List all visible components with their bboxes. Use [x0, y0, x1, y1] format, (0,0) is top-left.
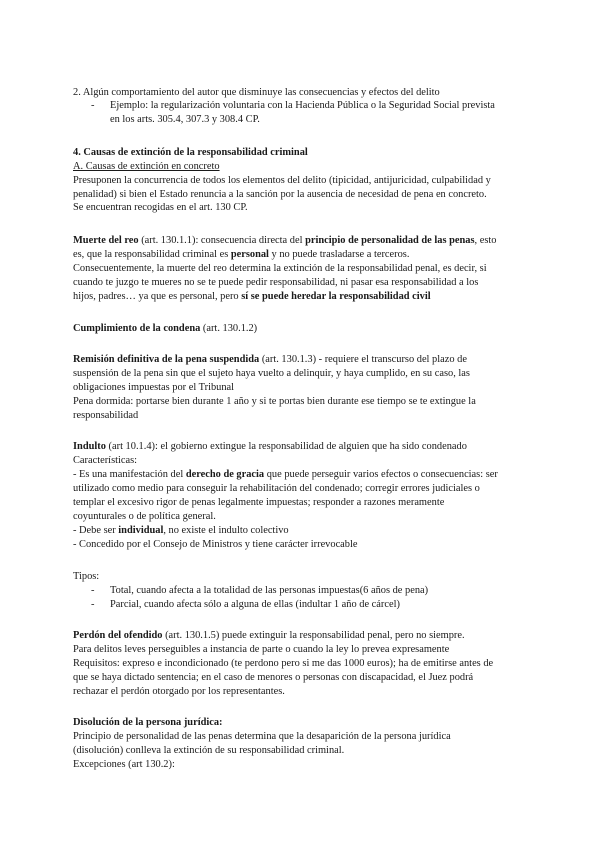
bullet-dash: -: [91, 599, 95, 610]
example-line-2: en los arts. 305.4, 307.3 y 308.4 CP.: [110, 114, 260, 125]
perdon-line-4: que se haya dictado sentencia; en el caso de menores o personas con discapacidad, el Juez podrá: [73, 672, 474, 683]
bullet-dash: -: [91, 585, 95, 596]
perdon-line-5: rechazar el perdón otorgado por los representantes.: [73, 686, 285, 697]
remision-line-1: Remisión definitiva de la pena suspendida (art. 130.1.3) - requiere el transcurso del plazo de: [73, 354, 467, 365]
indulto-line-6: coyunturales o de política general.: [73, 511, 216, 522]
tipo-parcial: Parcial, cuando afecta sólo a alguna de ellas (indultar 1 año de cárcel): [110, 599, 400, 610]
bullet-dash: -: [91, 100, 95, 111]
perdon-line-3: Requisitos: expreso e incondicionado (te perdono pero si me das 1000 euros); ha de emitirse antes de: [73, 658, 494, 669]
indulto-line-1: Indulto (art 10.1.4): el gobierno extingue la responsabilidad de alguien que ha sido condenado: [73, 441, 467, 452]
perdon-line-2: Para delitos leves perseguibles a instancia de parte o cuando la ley lo prevea expresamente: [73, 644, 450, 655]
indulto-line-3: - Es una manifestación del derecho de gracia que puede perseguir varios efectos o consecuencias: ser: [73, 469, 498, 480]
item-2: 2. Algún comportamiento del autor que disminuye las consecuencias y efectos del delito: [73, 87, 440, 98]
example-line-1: Ejemplo: la regularización voluntaria con la Hacienda Pública o la Seguridad Social prevista: [110, 100, 495, 111]
tipos-label: Tipos:: [73, 571, 100, 582]
intro-line-2: penalidad) si bien el Estado renuncia a la sanción por la ausencia de necesidad de pena en concreto.: [73, 189, 487, 200]
remision-line-4: Pena dormida: portarse bien durante 1 año y si te portas bien durante ese tiempo se te extingue la: [73, 396, 476, 407]
intro-line-3: Se encuentran recogidas en el art. 130 CP.: [73, 202, 248, 213]
indulto-line-7: - Debe ser individual, no existe el indulto colectivo: [73, 525, 289, 536]
perdon-line-1: Perdón del ofendido (art. 130.1.5) puede extinguir la responsabilidad penal, pero no siempre.: [73, 630, 465, 641]
disolucion-line-1: Principio de personalidad de las penas determina que la desaparición de la persona jurídica: [73, 731, 451, 742]
remision-line-2: suspensión de la pena sin que el sujeto haya vuelto a delinquir, y haya cumplido, en su caso, las: [73, 368, 470, 379]
muerte-line-3: Consecuentemente, la muerte del reo determina la extinción de la responsabilidad penal, es decir, si: [73, 263, 487, 274]
remision-line-3: obligaciones impuestas por el Tribunal: [73, 382, 235, 393]
tipo-total: Total, cuando afecta a la totalidad de las personas impuestas(6 años de pena): [110, 585, 429, 596]
muerte-line-4: cuando te juzgo te mueres no se te puede pedir responsabilidad, ni pasar esa responsabilidad a los: [73, 277, 479, 288]
disolucion-line-3: Excepciones (art 130.2):: [73, 759, 175, 770]
indulto-line-5: templar el excesivo rigor de penas legalmente impuestas; responder a razones meramente: [73, 497, 445, 508]
indulto-line-4: utilizado como medio para conseguir la rehabilitación del condenado; corregir errores judiciales o: [73, 483, 480, 494]
muerte-line-2: es, que la responsabilidad criminal es personal y no puede trasladarse a terceros.: [73, 249, 410, 260]
muerte-line-5: hijos, padres… ya que es personal, pero sí se puede heredar la responsabilidad civil: [73, 291, 431, 302]
cumplimiento-line: Cumplimiento de la condena (art. 130.1.2): [73, 323, 258, 334]
section-4-subheading: A. Causas de extinción en concreto: [73, 161, 220, 172]
indulto-line-8: - Concedido por el Consejo de Ministros y tiene carácter irrevocable: [73, 539, 358, 550]
muerte-line-1: Muerte del reo (art. 130.1.1): consecuencia directa del principio de personalidad de las penas, esto: [73, 235, 497, 246]
disolucion-heading: Disolución de la persona jurídica:: [73, 717, 223, 728]
section-4-heading: 4. Causas de extinción de la responsabilidad criminal: [73, 147, 308, 158]
indulto-line-2: Características:: [73, 455, 138, 466]
intro-line-1: Presuponen la concurrencia de todos los elementos del delito (tipicidad, antijuricidad, culpabilidad y: [73, 175, 491, 186]
remision-line-5: responsabilidad: [73, 410, 139, 421]
disolucion-line-2: (disolución) conlleva la extinción de su responsabilidad criminal.: [73, 745, 345, 756]
